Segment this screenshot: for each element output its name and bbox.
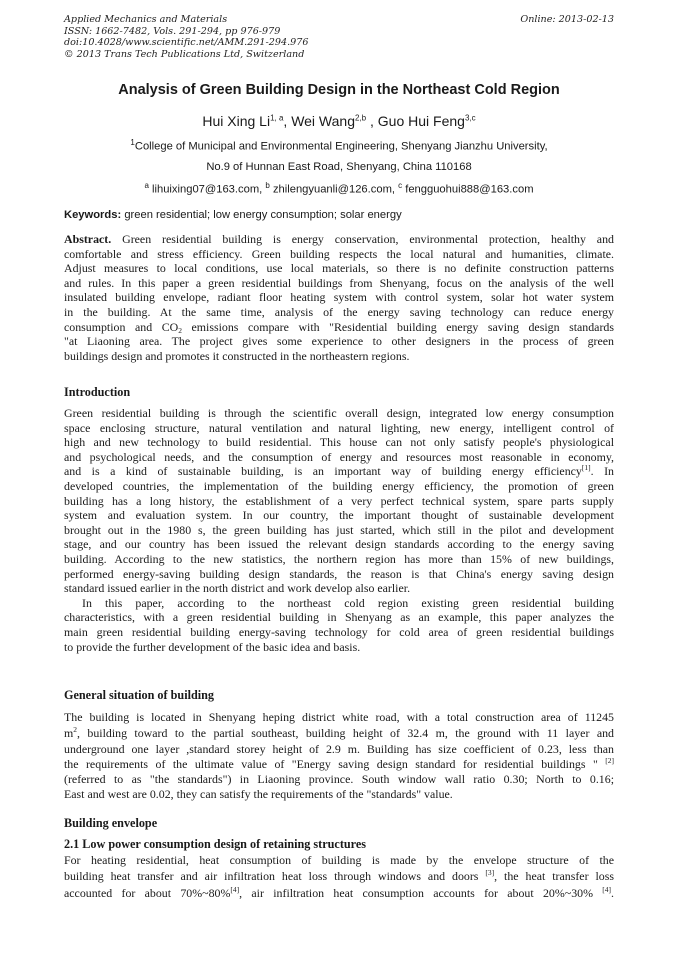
text-line: (referred to as "the standards") in Liaoning province. South window wall ratio 0.30; North to 0.16; (64, 772, 614, 787)
section-heading-general-situation: General situation of building (64, 688, 214, 702)
text-line: underground one layer ,standard storey height of 2.9 m. Building has size coefficient of 0.23, less than (64, 741, 614, 756)
text-line: performed energy-saving building design standards, the reason is that China's energy saving design (64, 566, 614, 581)
text-line: comfortable and stress efficiency. Green building respects the local natural and humanities, climate. (64, 246, 614, 261)
text-line: main green residential building energy-saving technology for cold area of green residential buildings (64, 624, 614, 639)
text-span: and is a kind of sustainable building, is an important way of building energy efficiency (64, 464, 582, 479)
affiliation-line-1 (0, 138, 678, 153)
superscript: 2 (73, 724, 77, 734)
citation[interactable]: [4] (602, 884, 612, 894)
author-name: Guo Hui Feng (377, 113, 465, 129)
text-line: in the building. At the same time, analysis of the energy saving technology can reduce energy (64, 304, 614, 319)
affiliation-line-2: No.9 of Hunnan East Road, Shenyang, China 110168 (206, 161, 472, 173)
text-line: stage, and our country has been issued the relevant design standards according to the energy saving (64, 537, 614, 552)
text-line: For heating residential, heat consumption of building is made by the envelope structure of the (64, 853, 614, 867)
text-line (64, 464, 614, 479)
section-heading-introduction: Introduction (64, 385, 131, 399)
text-line (64, 868, 614, 885)
text-span: building heat transfer and air infiltration heat loss through windows and doors (64, 868, 486, 883)
text-line: building has a long history, the establishment of a very perfect technical system, spare parts supply (64, 493, 614, 508)
text-span: emissions compare with "Residential building energy saving design standards (181, 319, 614, 334)
author-list: Hui Xing Li$^{1, a}$, Wei Wang$^{2,b}$ , Guo Hui Feng$^{3,c}$ (202, 113, 476, 129)
affiliation-text: College of Municipal and Environmental Engineering, Shenyang Jianzhu University, (134, 140, 548, 153)
text-line: buildings design and promotes it constructed in the northeastern regions. (64, 348, 410, 363)
text-line: East and west are 0.02, they can satisfy the requirements of the "standards" value. (64, 786, 453, 801)
introduction-body (64, 406, 614, 654)
text-line: The building is located in Shenyang heping district white road, with a total construction area of 11245 (64, 710, 614, 724)
paper-title: Analysis of Green Building Design in the Northeast Cold Region (118, 82, 560, 98)
copyright-line: © 2013 Trans Tech Publications Ltd, Switzerland (64, 48, 305, 60)
text-line: characteristics, with a green residential building in Shenyang as an example, this paper analyzes the (64, 610, 614, 625)
text-line: to provide the further development of the basic idea and basis. (64, 639, 361, 654)
citation[interactable]: [1] (581, 463, 591, 473)
text-line: and psychological needs, and the consumption of energy and resources most reasonable in economy, (64, 449, 614, 464)
issn-line: ISSN: 1662-7482, Vols. 291-294, pp 976-979 (64, 25, 281, 37)
text-line: "at Liaoning area. The project gives some experience to other designers in the process of green (64, 334, 614, 349)
text-span: accounted for about 70%~80% (64, 885, 231, 900)
text-line (64, 885, 614, 902)
email-mark: a (144, 181, 149, 190)
text-span: . (611, 885, 615, 900)
author-name: Wei Wang (291, 113, 355, 129)
text-line: standard issued earlier in the north district and work develop also earlier. (64, 581, 411, 596)
author-affiliation-mark: 2,b (355, 113, 367, 123)
author-affiliation-mark: 1, a (270, 113, 284, 123)
text-line: In this paper, according to the northeast cold region existing green residential building (82, 595, 614, 610)
abstract-label: Abstract. (64, 232, 112, 246)
online-date: Online: 2013-02-13 (520, 14, 614, 25)
text-line (64, 725, 614, 742)
section-heading-building-envelope: Building envelope (64, 816, 158, 830)
email-list (0, 181, 678, 196)
text-span: the requirements of the ultimate value of "Energy saving design standard for residential buildings " (64, 757, 606, 772)
keywords-label: Keywords: (64, 209, 122, 221)
text-line: Green residential building is through the scientific overall design, integrated low energy consumption (64, 406, 614, 420)
text-line (64, 232, 614, 247)
citation[interactable]: [2] (605, 756, 614, 766)
text-line: and rules. In this paper a green residential buildings from Shenyang, focus on the analysis of the well (64, 275, 614, 290)
text-line: building. According to the new statistics, the northern region has more than 15% of new buildings, (64, 551, 614, 566)
text-line (64, 756, 614, 772)
text-line: system and evaluation system. In our country, the important thought of sustainable development (64, 508, 614, 523)
building-envelope-body (64, 853, 614, 902)
text-span: , building toward to the partial southeast, building height of 32.4 m, the ground with 11 layer and (77, 725, 614, 740)
abstract (64, 232, 614, 363)
author-name: Hui Xing Li (202, 113, 271, 129)
text-line: insulated building envelope, radiant floor heating system with control system, solar hot water system (64, 290, 614, 305)
doi-line: doi:10.4028/www.scientific.net/AMM.291-294.976 (64, 37, 309, 49)
journal-name: Applied Mechanics and Materials (64, 14, 228, 25)
citation[interactable]: [3] (485, 867, 495, 877)
affiliation-mark: 1 (130, 138, 135, 147)
text-span: m (64, 725, 74, 740)
text-span: , the heat transfer loss (494, 868, 614, 883)
text-line (64, 320, 614, 335)
keywords (64, 209, 614, 221)
text-line: brought out in the 1980 s, the green building has just started, which still in the pilot and development (64, 522, 614, 537)
text-span: consumption and CO (64, 319, 179, 334)
journal-header (64, 14, 308, 60)
text-span: , air infiltration heat consumption accounts for about 20%~30% (239, 885, 603, 900)
text-span: . In (590, 464, 614, 479)
subscript: 2 (178, 325, 182, 335)
keywords-text: green residential; low energy consumption; solar energy (124, 209, 402, 221)
subsection-heading: 2.1 Low power consumption design of retaining structures (64, 837, 366, 851)
text-line: developed countries, the implementation of the building energy efficiency, the promotion of green (64, 478, 614, 493)
text-line: Adjust measures to local conditions, use local materials, so there is no definite construction patterns (64, 261, 614, 276)
email-mark: b (265, 181, 270, 190)
text-line: high and new technology to build residential. This house can not only satisfy people's physiological (64, 435, 614, 450)
email-mark: c (398, 181, 403, 190)
citation[interactable]: [4] (230, 884, 240, 894)
text-line: space enclosing structure, natural ventilation and natural lighting, new energy, intelligent control of (64, 420, 614, 435)
author-affiliation-mark: 3,c (464, 113, 476, 123)
text-span: Green residential building is energy conservation, environmental protection, healthy and (122, 232, 614, 246)
email-link[interactable]: zhilengyuanli@126.com, (272, 183, 395, 196)
email-link[interactable]: fengguohui888@163.com (405, 183, 534, 196)
email-link[interactable]: lihuixing07@163.com, (152, 183, 263, 196)
general-situation-body (64, 710, 614, 801)
